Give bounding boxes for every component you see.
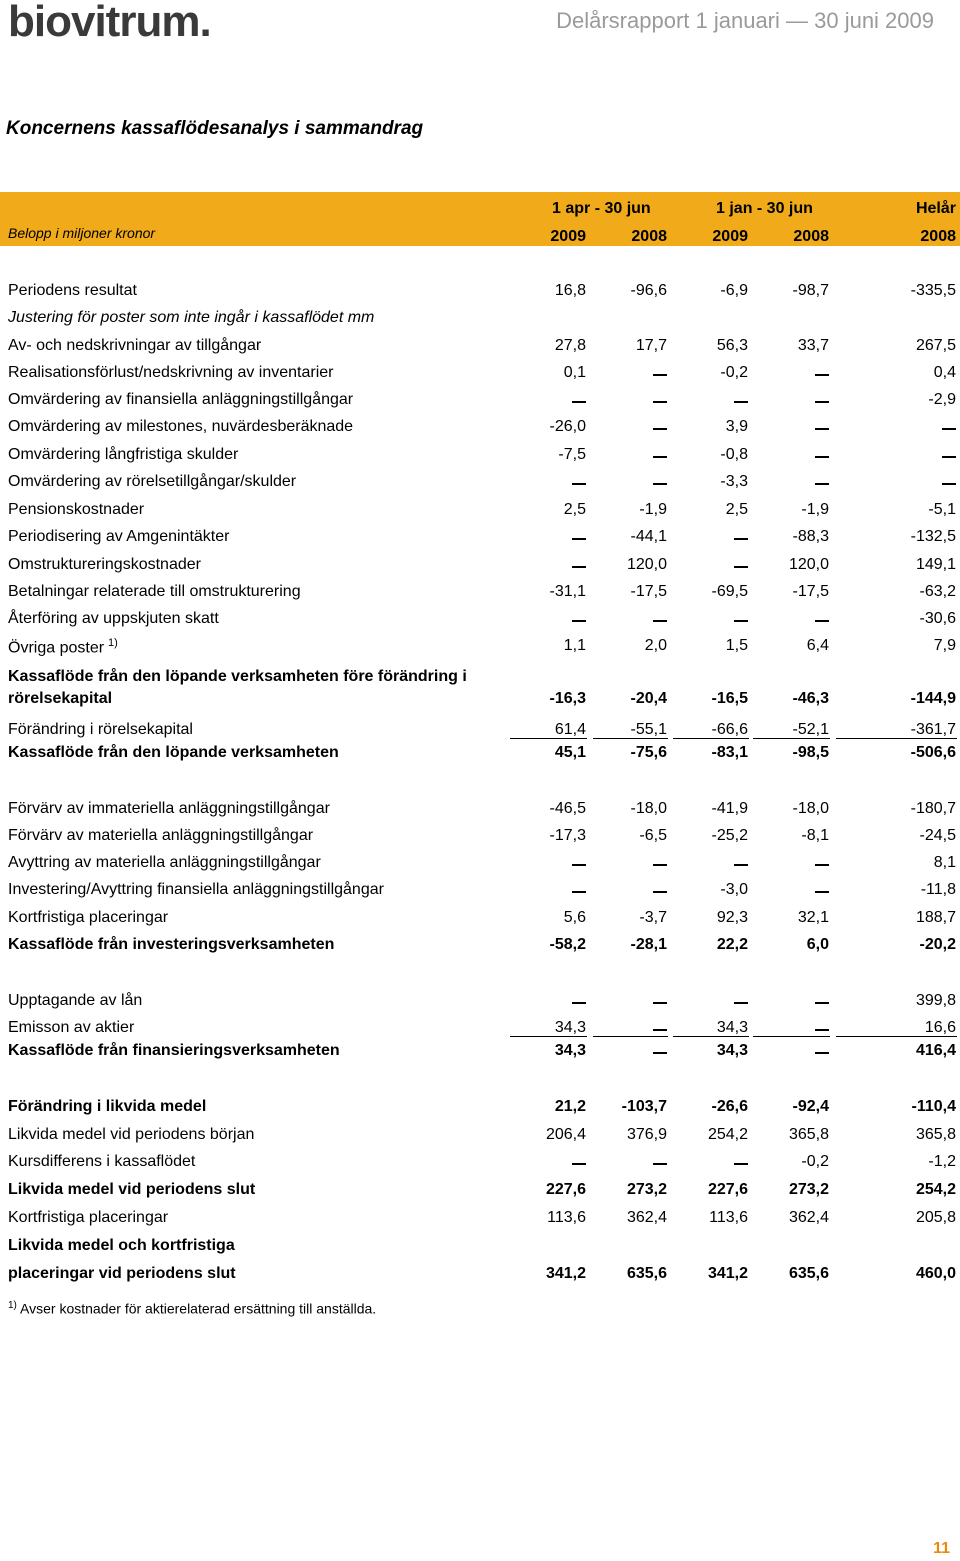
value-cell: -88,3	[792, 528, 829, 545]
table-row	[0, 1126, 960, 1146]
table-row	[0, 501, 960, 521]
value-dash	[653, 401, 667, 403]
row-label: placeringar vid periodens slut	[8, 1265, 236, 1282]
table-header-band	[0, 192, 960, 246]
value-cell: -16,3	[549, 690, 586, 707]
value-dash	[572, 401, 586, 403]
row-label: Emisson av aktier	[8, 1019, 135, 1036]
value-cell: 120,0	[788, 556, 829, 573]
value-cell: 32,1	[797, 909, 829, 926]
value-cell: 362,4	[788, 1209, 829, 1226]
table-row	[0, 364, 960, 384]
footnote-marker: 1)	[8, 1300, 17, 1311]
value-cell: -20,4	[630, 690, 667, 707]
row-label: Periodisering av Amgenintäkter	[8, 528, 230, 545]
table-row	[0, 637, 960, 657]
row-label: Likvida medel vid periodens slut	[8, 1181, 256, 1198]
value-cell: -5,1	[928, 501, 956, 518]
value-dash	[815, 1029, 829, 1031]
row-label: Förvärv av immateriella anläggningstillgångar	[8, 800, 330, 817]
value-cell: -28,1	[630, 936, 667, 953]
value-dash	[942, 483, 956, 485]
value-cell: 1,1	[563, 637, 586, 654]
row-label: Omvärdering av milestones, nuvärdesberäknade	[8, 418, 354, 435]
value-cell: 341,2	[545, 1265, 586, 1282]
row-label: Kassaflöde från den löpande verksamheten	[8, 744, 339, 761]
value-cell: 376,9	[626, 1126, 667, 1143]
year-header: 2008	[631, 228, 667, 245]
value-cell: 120,0	[626, 556, 667, 573]
value-cell: 205,8	[915, 1209, 956, 1226]
value-dash	[653, 483, 667, 485]
year-header: 2008	[920, 228, 956, 245]
value-cell: 34,3	[554, 1042, 586, 1059]
table-row	[0, 827, 960, 847]
value-cell: -1,9	[801, 501, 829, 518]
year-header: 2008	[793, 228, 829, 245]
value-cell: 17,7	[635, 337, 667, 354]
value-cell: 365,8	[915, 1126, 956, 1143]
table-row	[0, 446, 960, 466]
value-dash	[734, 538, 748, 540]
value-dash	[815, 891, 829, 893]
table-row	[0, 1098, 960, 1118]
value-dash	[572, 891, 586, 893]
value-dash	[653, 1002, 667, 1004]
row-label: Kassaflöde från investeringsverksamheten	[8, 936, 335, 953]
row-label: Kursdifferens i kassaflödet	[8, 1153, 196, 1170]
value-cell: 34,3	[716, 1042, 748, 1059]
row-label: Justering för poster som inte ingår i kassaflödet mm	[8, 309, 375, 326]
value-cell: 0,4	[933, 364, 956, 381]
value-cell: 416,4	[915, 1042, 956, 1059]
row-label: Omvärdering av rörelsetillgångar/skulder	[8, 473, 297, 490]
table-row	[0, 1042, 960, 1062]
unit-label: Belopp i miljoner kronor	[8, 225, 156, 241]
value-cell: -30,6	[919, 610, 956, 627]
value-cell: -63,2	[919, 583, 956, 600]
underline	[510, 1036, 587, 1037]
value-cell: -110,4	[911, 1098, 956, 1115]
table-row	[0, 473, 960, 493]
value-cell: -75,6	[630, 744, 667, 761]
row-label: Förändring i likvida medel	[8, 1098, 207, 1115]
value-dash	[815, 1002, 829, 1004]
underline	[593, 1036, 668, 1037]
value-cell: -20,2	[919, 936, 956, 953]
value-dash	[653, 456, 667, 458]
row-label: Förändring i rörelsekapital	[8, 721, 193, 738]
column-group-h1: 1 jan - 30 jun	[716, 200, 813, 217]
value-cell: -17,3	[549, 827, 586, 844]
table-row	[0, 992, 960, 1012]
value-cell: -26,6	[711, 1098, 748, 1115]
table-row	[0, 610, 960, 630]
value-cell: -18,0	[792, 800, 829, 817]
column-group-year: Helår	[915, 200, 956, 217]
value-cell: 113,6	[709, 1209, 748, 1226]
footnote	[8, 1300, 376, 1317]
value-dash	[942, 428, 956, 430]
value-cell: 1,5	[725, 637, 748, 654]
value-dash	[942, 456, 956, 458]
value-cell: -46,5	[549, 800, 586, 817]
row-label: Betalningar relaterade till omstrukturering	[8, 583, 301, 600]
underline	[673, 738, 749, 739]
value-cell: -69,5	[711, 583, 748, 600]
value-cell: 92,3	[716, 909, 748, 926]
value-dash	[815, 456, 829, 458]
value-cell: -55,1	[630, 721, 667, 738]
value-dash	[734, 401, 748, 403]
year-header: 2009	[712, 228, 748, 245]
value-cell: -46,3	[792, 690, 829, 707]
value-cell: -16,5	[711, 690, 748, 707]
value-dash	[653, 1163, 667, 1165]
value-cell: 2,5	[725, 501, 748, 518]
value-cell: 113,6	[547, 1209, 586, 1226]
value-cell: -103,7	[621, 1098, 667, 1115]
table-row	[0, 1153, 960, 1173]
value-cell: 206,4	[545, 1126, 586, 1143]
value-cell: 6,0	[806, 936, 829, 953]
table-row	[0, 744, 960, 764]
underline	[753, 1036, 830, 1037]
row-label: Förvärv av materiella anläggningstillgångar	[8, 827, 314, 844]
table-row	[0, 528, 960, 548]
value-dash	[572, 864, 586, 866]
value-cell: -0,2	[801, 1153, 829, 1170]
value-cell: -58,2	[549, 936, 586, 953]
value-cell: -17,5	[792, 583, 829, 600]
value-cell: -6,9	[720, 282, 748, 299]
value-dash	[572, 1163, 586, 1165]
value-cell: 21,2	[554, 1098, 586, 1115]
table-row	[0, 1237, 960, 1257]
value-dash	[815, 428, 829, 430]
report-title: Delårsrapport 1 januari — 30 juni 2009	[556, 8, 934, 33]
value-dash	[653, 1052, 667, 1054]
value-dash	[572, 620, 586, 622]
section-title: Koncernens kassaflödesanalys i sammandrag	[6, 118, 424, 139]
value-cell: 460,0	[915, 1265, 956, 1282]
year-header: 2009	[550, 228, 586, 245]
table-row	[0, 881, 960, 901]
value-cell: 2,5	[563, 501, 586, 518]
value-cell: -24,5	[919, 827, 956, 844]
company-logo: biovitrum.	[8, 0, 211, 46]
table-row	[0, 854, 960, 874]
row-label: Likvida medel vid periodens början	[8, 1126, 255, 1143]
table-row	[0, 936, 960, 956]
row-label: Pensionskostnader	[8, 501, 145, 518]
value-cell: 149,1	[915, 556, 956, 573]
value-cell: 45,1	[554, 744, 586, 761]
value-cell: 34,3	[716, 1019, 748, 1036]
value-dash	[653, 428, 667, 430]
value-cell: -52,1	[792, 721, 829, 738]
value-cell: -335,5	[910, 282, 956, 299]
table-row	[0, 391, 960, 411]
value-cell: 27,8	[554, 337, 586, 354]
value-cell: -180,7	[910, 800, 956, 817]
value-dash	[653, 864, 667, 866]
value-cell: -3,0	[720, 881, 748, 898]
value-dash	[815, 1052, 829, 1054]
row-label-wrap	[8, 637, 118, 657]
value-cell: 16,6	[924, 1019, 956, 1036]
value-cell: -17,5	[630, 583, 667, 600]
value-cell: 7,9	[933, 637, 956, 654]
value-cell: 227,6	[545, 1181, 586, 1198]
value-cell: -25,2	[711, 827, 748, 844]
value-dash	[815, 401, 829, 403]
page-number: 11	[933, 1540, 950, 1557]
value-cell: 5,6	[563, 909, 586, 926]
value-dash	[815, 620, 829, 622]
value-cell: 254,2	[707, 1126, 748, 1143]
value-cell: 16,8	[554, 282, 586, 299]
value-dash	[653, 1029, 667, 1031]
value-cell: 8,1	[933, 854, 956, 871]
value-cell: 273,2	[626, 1181, 667, 1198]
row-label: Likvida medel och kortfristiga	[8, 1237, 235, 1254]
row-label: Realisationsförlust/nedskrivning av inventarier	[8, 364, 334, 381]
value-cell: 56,3	[716, 337, 748, 354]
underline	[753, 738, 830, 739]
value-cell: -83,1	[711, 744, 748, 761]
value-cell: 273,2	[788, 1181, 829, 1198]
row-label: Kortfristiga placeringar	[8, 1209, 169, 1226]
table-row	[0, 583, 960, 603]
value-dash	[734, 620, 748, 622]
row-label: Omvärdering långfristiga skulder	[8, 446, 239, 463]
value-cell: 267,5	[915, 337, 956, 354]
column-group-q2: 1 apr - 30 jun	[552, 200, 651, 217]
underline	[673, 1036, 749, 1037]
row-label: rörelsekapital	[8, 690, 113, 707]
table-row	[0, 909, 960, 929]
value-cell: 635,6	[788, 1265, 829, 1282]
value-dash	[815, 483, 829, 485]
value-dash	[815, 864, 829, 866]
value-dash	[572, 483, 586, 485]
table-row	[0, 1265, 960, 1285]
value-cell: -506,6	[910, 744, 956, 761]
value-cell: 34,3	[554, 1019, 586, 1036]
row-label: Avyttring av materiella anläggningstillgångar	[8, 854, 321, 871]
value-cell: 227,6	[707, 1181, 748, 1198]
table-row	[0, 1209, 960, 1229]
table-row	[0, 309, 960, 329]
value-dash	[734, 864, 748, 866]
table-row	[0, 800, 960, 820]
value-cell: -6,5	[639, 827, 667, 844]
value-cell: 61,4	[554, 721, 586, 738]
value-cell: 365,8	[788, 1126, 829, 1143]
row-label: Investering/Avyttring finansiella anläggningstillgångar	[8, 881, 384, 898]
value-cell: -132,5	[910, 528, 956, 545]
value-cell: -2,9	[928, 391, 956, 408]
value-cell: -8,1	[801, 827, 829, 844]
value-cell: 254,2	[915, 1181, 956, 1198]
value-cell: -1,2	[928, 1153, 956, 1170]
value-cell: -31,1	[549, 583, 586, 600]
value-cell: 362,4	[626, 1209, 667, 1226]
row-label: Kassaflöde från den löpande verksamheten före förändring i	[8, 668, 467, 685]
value-cell: -92,4	[792, 1098, 829, 1115]
value-cell: -0,8	[720, 446, 748, 463]
value-dash	[572, 1002, 586, 1004]
table-row	[0, 668, 960, 688]
value-dash	[815, 374, 829, 376]
value-cell: -3,7	[639, 909, 667, 926]
row-label: Omvärdering av finansiella anläggningstillgångar	[8, 391, 354, 408]
value-cell: 0,1	[563, 364, 586, 381]
row-label: Periodens resultat	[8, 282, 137, 299]
value-dash	[572, 538, 586, 540]
value-cell: -7,5	[558, 446, 586, 463]
row-label: Upptagande av lån	[8, 992, 143, 1009]
underline	[593, 738, 668, 739]
value-cell: -98,7	[792, 282, 829, 299]
table-row	[0, 690, 960, 710]
value-cell: -26,0	[549, 418, 586, 435]
value-cell: 635,6	[626, 1265, 667, 1282]
row-label: Övriga poster	[8, 639, 105, 657]
value-cell: -3,3	[720, 473, 748, 490]
table-row	[0, 1181, 960, 1201]
value-cell: -41,9	[711, 800, 748, 817]
row-label: Återföring av uppskjuten skatt	[8, 610, 219, 627]
value-cell: 2,0	[644, 637, 667, 654]
value-dash	[653, 374, 667, 376]
row-label: Kortfristiga placeringar	[8, 909, 169, 926]
underline	[836, 738, 957, 739]
table-row	[0, 418, 960, 438]
value-cell: 188,7	[915, 909, 956, 926]
underline	[836, 1036, 957, 1037]
value-dash	[653, 620, 667, 622]
value-cell: -0,2	[720, 364, 748, 381]
value-cell: 22,2	[716, 936, 748, 953]
table-row	[0, 337, 960, 357]
row-label: Omstruktureringskostnader	[8, 556, 201, 573]
value-cell: 341,2	[707, 1265, 748, 1282]
value-cell: 3,9	[725, 418, 748, 435]
value-cell: -66,6	[711, 721, 748, 738]
table-row	[0, 556, 960, 576]
value-cell: 33,7	[797, 337, 829, 354]
value-dash	[734, 566, 748, 568]
value-cell: -44,1	[630, 528, 667, 545]
value-dash	[734, 1002, 748, 1004]
value-dash	[572, 566, 586, 568]
value-cell: -361,7	[910, 721, 956, 738]
value-cell: 6,4	[806, 637, 829, 654]
row-label: Av- och nedskrivningar av tillgångar	[8, 337, 262, 354]
value-cell: -1,9	[639, 501, 667, 518]
footnote-text: Avser kostnader för aktierelaterad ersättning till anställda.	[20, 1300, 377, 1317]
value-cell: -11,8	[920, 881, 956, 898]
value-dash	[653, 891, 667, 893]
value-cell: -18,0	[630, 800, 667, 817]
value-cell: 399,8	[915, 992, 956, 1009]
row-label: Kassaflöde från finansieringsverksamheten	[8, 1042, 340, 1059]
value-cell: -98,5	[792, 744, 829, 761]
underline	[510, 738, 587, 739]
value-cell: -144,9	[910, 690, 956, 707]
table-row	[0, 282, 960, 302]
value-dash	[734, 1163, 748, 1165]
footnote-ref: 1)	[108, 637, 118, 649]
value-cell: -96,6	[630, 282, 667, 299]
